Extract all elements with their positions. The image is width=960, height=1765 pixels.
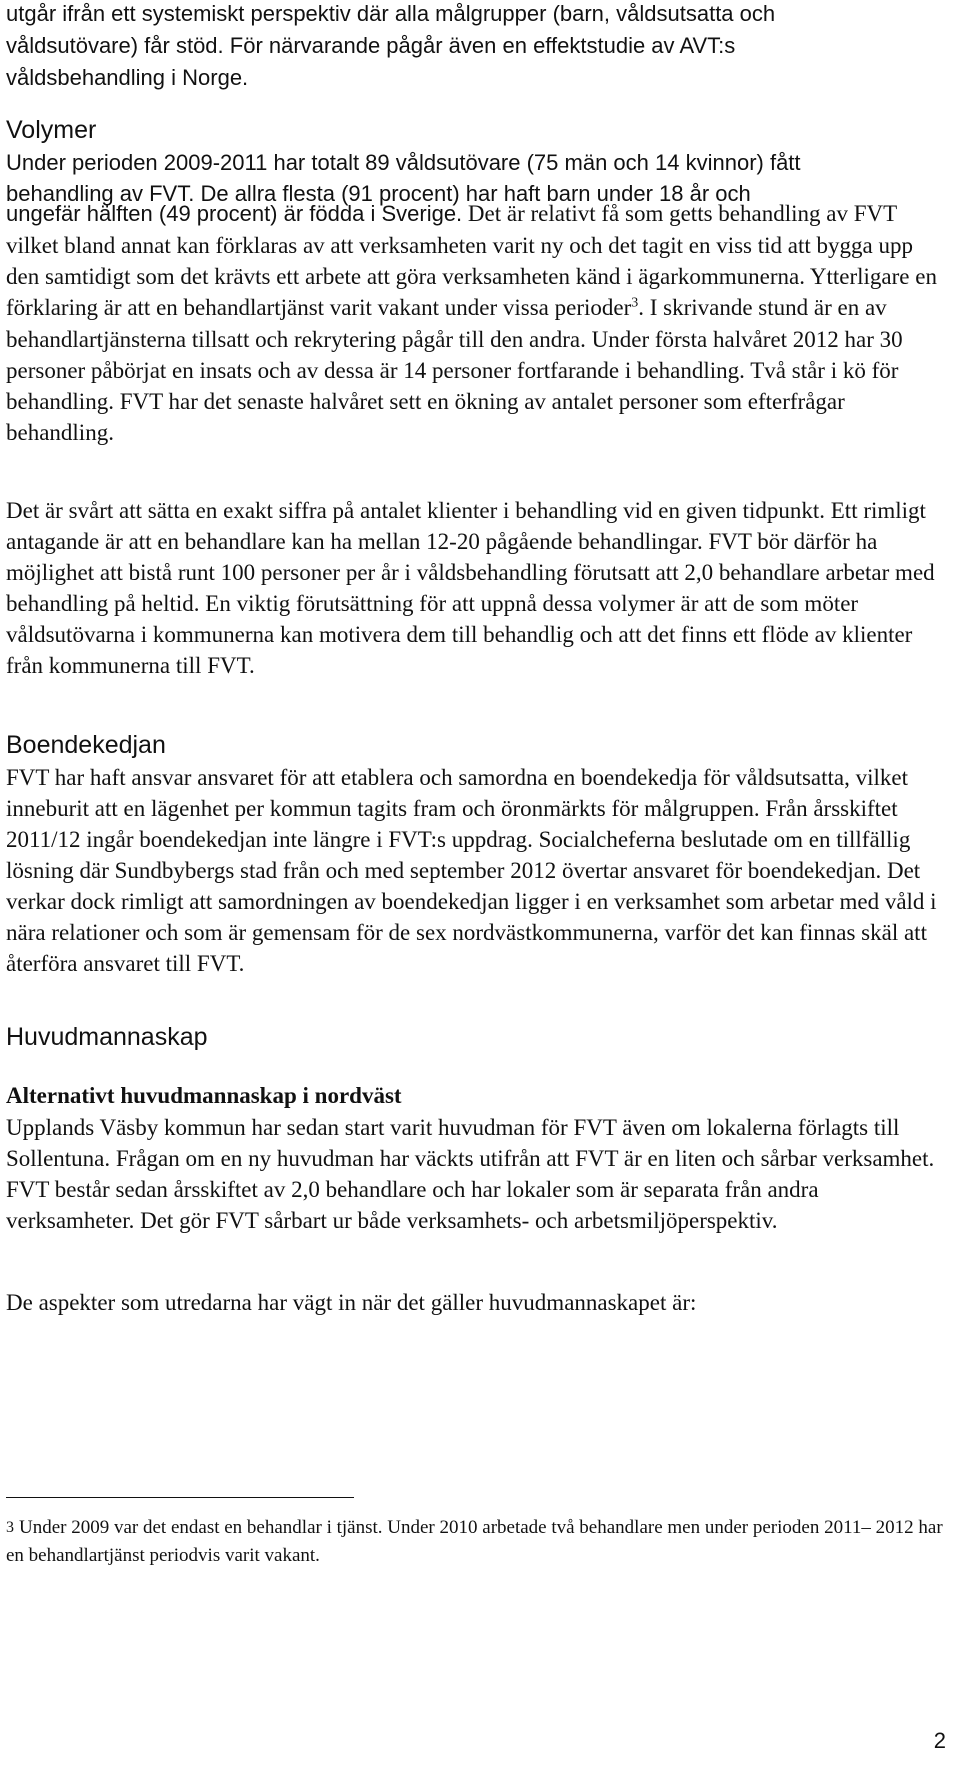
footnote bbox=[6, 1514, 946, 1570]
section-heading: Boendekedjan bbox=[6, 731, 166, 759]
section-volymer bbox=[6, 113, 946, 209]
volymer-line: behandling av FVT. De allra flesta (91 procent) har haft barn under 18 år och bbox=[6, 181, 751, 206]
intro-line: våldsutövare) får stöd. För närvarande pågår även en effektstudie av AVT:s bbox=[6, 33, 736, 58]
section-heading: Volymer bbox=[6, 116, 97, 144]
footnote-number: 3 bbox=[6, 1519, 14, 1536]
footnote-reference: 3 bbox=[631, 295, 639, 311]
footnote-separator bbox=[6, 1497, 354, 1498]
paragraph-text: Det är relativt få som getts behandling av FVT vilket bland annat kan förklaras av att verksamheten varit ny och det tagit en viss tid att bygga upp den samtidigt som det krävts ett arbete att göra verksamheten känd i ägarkommunerna. Ytterligare en förklaring är att en behandlartjänst varit vakant under vissa perioder bbox=[6, 201, 937, 321]
volymer-paragraph-2 bbox=[6, 495, 946, 681]
subsection-heading: Alternativt huvudmannaskap i nordväst bbox=[6, 1083, 402, 1108]
paragraph bbox=[6, 198, 946, 448]
subsection-alternativt bbox=[6, 1079, 946, 1236]
section-huvudmannaskap bbox=[6, 1020, 946, 1054]
paragraph: Upplands Väsby kommun har sedan start varit huvudman för FVT även om lokalerna förlagts till Sollentuna. Frågan om en ny huvudman har väckts utifrån att FVT är en liten och sårbar verksamhet. FVT består sedan årsskiftet av 2,0 behandlare och har lokaler som är separata från andra verksamheter. Det gör FVT sårbart ur både verksamhets- och arbetsmiljöperspektiv. bbox=[6, 1115, 935, 1233]
volymer-line-sans: ungefär hälften (49 procent) är födda i Sverige. bbox=[6, 201, 463, 226]
volymer-paragraph-1 bbox=[6, 198, 946, 448]
intro-line: våldsbehandling i Norge. bbox=[6, 65, 249, 90]
huvudmannaskap-paragraph-2 bbox=[6, 1286, 946, 1319]
footnote-text: Under 2009 var det endast en behandlar i tjänst. Under 2010 arbetade två behandlare men under perioden 2011– 2012 har en behandlartjänst periodvis varit vakant. bbox=[6, 1517, 943, 1566]
page-number: 2 bbox=[933, 1728, 946, 1753]
paragraph: De aspekter som utredarna har vägt in när det gäller huvudmannaskapet är: bbox=[6, 1290, 697, 1315]
section-boendekedjan bbox=[6, 728, 946, 979]
paragraph: FVT har haft ansvar ansvaret för att etablera och samordna en boendekedja för våldsutsatta, vilket inneburit att en lägenhet per kommun tagits fram och öronmärkts för målgruppen. Från årsskiftet 2011/12 ingår boendekedjan inte längre i FVT:s uppdrag. Socialcheferna beslutade om en tillfällig lösning där Sundbybergs stad från och med september 2012 övertar ansvaret för boendekedjan. Det verkar dock rimligt att samordningen av boendekedjan ligger i en verksamhet som arbetar med våld i nära relationer och som är gemensam för de sex nordvästkommunerna, varför det kan finnas skäl att återföra ansvaret till FVT. bbox=[6, 765, 937, 976]
paragraph-text: . I skrivande stund är en av behandlartjänsterna tillsatt och rekrytering pågår till den andra. Under första halvåret 2012 har 30 personer påbörjat en insats och av dessa är 14 personer fortfarande i behandling. Två står i kö för behandling. FVT har det senaste halvåret sett en ökning av antalet personer som efterfrågar behandling. bbox=[6, 295, 903, 446]
paragraph: Det är svårt att sätta en exakt siffra på antalet klienter i behandling vid en given tidpunkt. Ett rimligt antagande är att en behandlare kan ha mellan 12-20 pågående behandlingar. FVT bör därför ha möjlighet att bistå runt 100 personer per år i våldsbehandling förutsatt att 2,0 behandlare arbetar med behandling på heltid. En viktig förutsättning för att uppnå dessa volymer är att de som möter våldsutövarna i kommunerna kan motivera dem till behandlig och att det finns ett flöde av klienter från kommunerna till FVT. bbox=[6, 498, 935, 678]
section-heading: Huvudmannaskap bbox=[6, 1023, 208, 1051]
intro-text bbox=[6, 0, 946, 94]
intro-line: utgår ifrån ett systemiskt perspektiv där alla målgrupper (barn, våldsutsatta och bbox=[6, 1, 776, 26]
volymer-line: Under perioden 2009-2011 har totalt 89 våldsutövare (75 män och 14 kvinnor) fått bbox=[6, 150, 801, 175]
